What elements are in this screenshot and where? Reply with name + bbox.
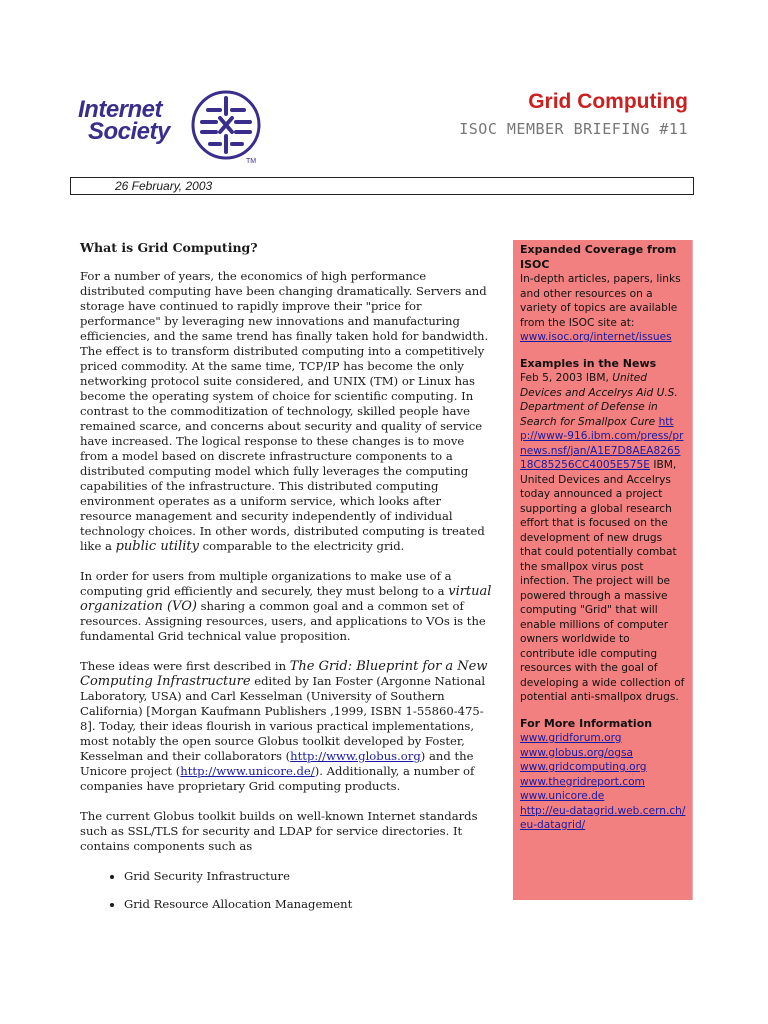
logo-line-2: Society: [88, 118, 170, 145]
news-text: IBM, United Devices and Accelrys today announced a project supporting a global research effort that is focused on the development of new drugs that could potentially combat the smallpox virus post infection. The project will be powered through a massive computing "Grid" that will enable millions of computer owners worldwide to contribute idle computing resources with the goal of developing a wide collection of potential anti-smallpox drugs.: [520, 459, 685, 703]
page-title: Grid Computing: [528, 90, 688, 113]
date-bar: [70, 177, 694, 195]
main-article: [80, 240, 494, 925]
isoc-logo: [78, 88, 268, 168]
info-link[interactable]: www.gridforum.org: [520, 732, 622, 744]
news-headline: United Devices and Accelrys Aid U.S. Department of Defense in Search for Smallpox Cure: [520, 372, 678, 428]
sidebar-expanded-coverage: [520, 243, 686, 345]
list-item: • Grid Resource Allocation Management: [124, 897, 494, 912]
briefing-subtitle: ISOC MEMBER BRIEFING #11: [459, 120, 688, 138]
paragraph-3: These ideas were first described in The Grid: Blueprint for a New Computing Infrastructure edited by Ian Foster (Argonne National Laboratory, USA) and Carl Kesselman (University of Southern California) [Morgan Kaufmann Publishers ,1999, ISBN 1-55860-475-8]. Today, their ideas flourish in various practical implementations, most notably the open source Globus toolkit developed by Foster, Kesselman and their collaborators (http://www.globus.org) and the Unicore project (http://www.unicore.de/). Additionally, a number of companies have proprietary Grid computing products.: [80, 659, 488, 793]
globus-link[interactable]: http://www.globus.org: [290, 749, 421, 763]
sidebar-panel: [513, 240, 693, 900]
sidebar-heading: For More Information: [520, 716, 653, 730]
sidebar-more-info: [520, 717, 686, 833]
logo-line-1: Internet: [78, 96, 163, 123]
globe-icon: [186, 88, 266, 162]
info-link[interactable]: www.globus.org/ogsa: [520, 746, 634, 759]
sidebar-news: [520, 357, 686, 705]
info-link[interactable]: www.unicore.de: [520, 790, 605, 802]
sidebar-heading: Examples in the News: [520, 356, 657, 370]
paragraph-1: For a number of years, the economics of high performance distributed computing have been changing dramatically. Servers and storage have continued to rapidly improve their "price for performance" by leveraging new innovations and manufacturing efficiencies, and the same trend has finally taken hold for bandwidth. The effect is to transform distributed computing into a competitively priced commodity. At the same time, TCP/IP has become the only networking protocol suite considered, and UNIX (TM) or Linux has become the operating system of choice for scientific computing. In contrast to the commoditization of technology, skilled people have remained scarce, and concerns about security and quality of service have increased. The logical response to these changes is to move from a model based on discrete infrastructure components to a distributed computing model which fully leverages the computing capabilities of the infrastructure. This distributed computing environment operates as a uniform service, which looks after resource management and security independently of individual technology choices. In other words, distributed computing is treated like a public utility comparable to the electricity grid.: [80, 269, 489, 554]
paragraph-4: The current Globus toolkit builds on well-known Internet standards such as SSL/TLS for security and LDAP for service directories. It contains components such as: [80, 809, 478, 853]
trademark-mark: TM: [246, 158, 257, 165]
article-heading: What is Grid Computing?: [80, 240, 258, 255]
unicore-link[interactable]: http://www.unicore.de/: [180, 764, 315, 778]
component-list: [80, 869, 494, 912]
ibm-press-link[interactable]: http://www-916.ibm.com/press/prnews.nsf/jan/A1E7D8AEA826518C85256CC4005E575E: [520, 415, 684, 471]
sidebar-heading: Expanded Coverage from ISOC: [520, 243, 677, 271]
info-link[interactable]: www.thegridreport.com: [520, 775, 645, 788]
info-link[interactable]: www.gridcomputing.org: [520, 761, 647, 773]
paragraph-2: In order for users from multiple organizations to make use of a computing grid efficiently and securely, they must belong to a virtual organization (VO) sharing a common goal and a common set of resources. Assigning resources, users, and applications to VOs is the fundamental Grid technical value proposition.: [80, 569, 492, 643]
isoc-issues-link[interactable]: www.isoc.org/internet/issues: [520, 331, 672, 343]
news-date: Feb 5, 2003 IBM,: [520, 372, 609, 384]
info-link[interactable]: http://eu-datagrid.web.cern.ch/eu-datagrid/: [520, 804, 686, 831]
publication-date: 26 February, 2003: [115, 179, 213, 193]
sidebar-text: In-depth articles, papers, links and other resources on a variety of topics are available from the ISOC site at:: [520, 273, 681, 329]
list-item: • Grid Security Infrastructure: [124, 869, 494, 884]
